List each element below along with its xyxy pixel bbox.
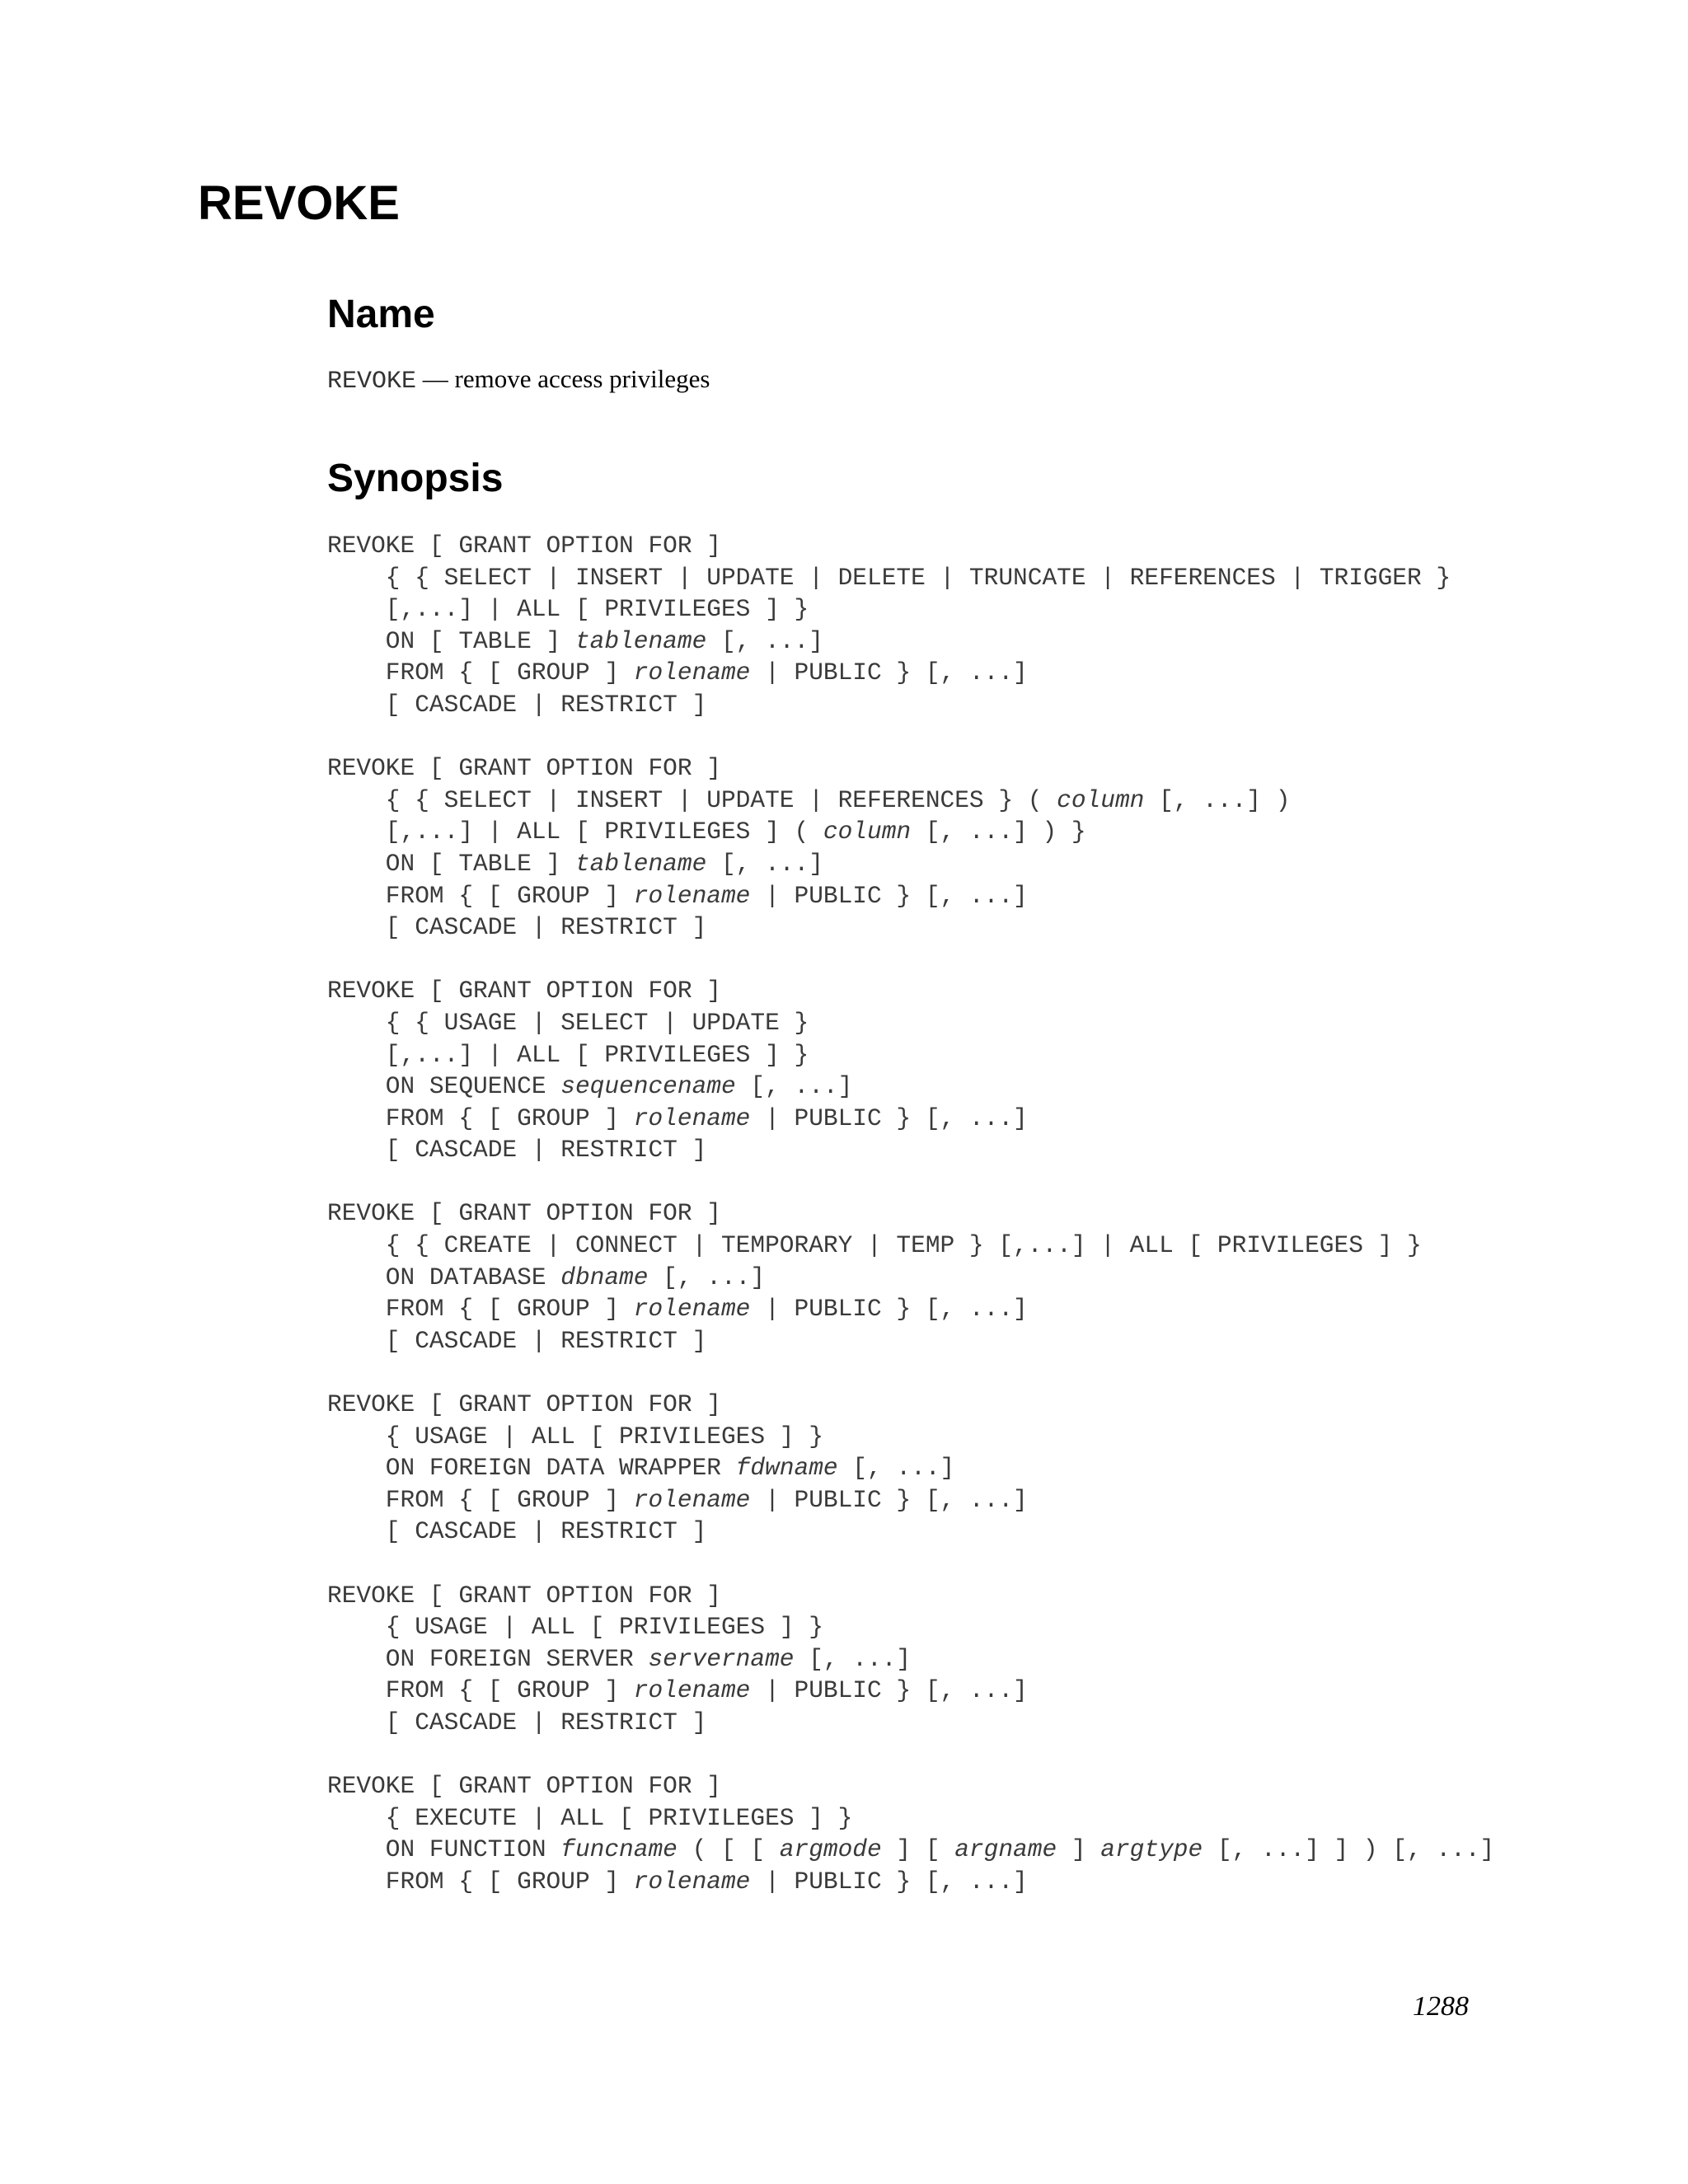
synopsis-text: [ CASCADE | RESTRICT ] bbox=[327, 1517, 707, 1546]
synopsis-text: [ CASCADE | RESTRICT ] bbox=[327, 913, 707, 942]
synopsis-line bbox=[327, 593, 1494, 626]
synopsis-text: [, ...] bbox=[794, 1644, 912, 1673]
synopsis-line bbox=[327, 1007, 1494, 1039]
synopsis-line bbox=[327, 1103, 1494, 1135]
name-line bbox=[327, 363, 710, 398]
page-number: 1288 bbox=[1413, 1991, 1469, 2022]
synopsis-text: [, ...] ) bbox=[1144, 785, 1291, 814]
synopsis-text: REVOKE [ GRANT OPTION FOR ] bbox=[327, 1581, 721, 1610]
synopsis-text: | PUBLIC } [, ...] bbox=[750, 1676, 1028, 1705]
name-heading: Name bbox=[327, 293, 435, 336]
synopsis-line bbox=[327, 1611, 1494, 1643]
synopsis-line bbox=[327, 1770, 1494, 1802]
synopsis-parameter: rolename bbox=[633, 1485, 751, 1514]
synopsis-parameter: rolename bbox=[633, 1867, 751, 1896]
synopsis-text: REVOKE [ GRANT OPTION FOR ] bbox=[327, 532, 721, 560]
synopsis-text: { { SELECT | INSERT | UPDATE | DELETE | TRUNCATE | REFERENCES | TRIGGER } bbox=[327, 563, 1451, 592]
synopsis-text: [, ...] bbox=[706, 626, 823, 655]
command-name: REVOKE bbox=[327, 368, 417, 396]
synopsis-text: FROM { [ GROUP ] bbox=[327, 658, 634, 687]
synopsis-text: [,...] | ALL [ PRIVILEGES ] } bbox=[327, 1040, 809, 1069]
synopsis-text: ON FOREIGN SERVER bbox=[327, 1644, 649, 1673]
synopsis-text: | PUBLIC } [, ...] bbox=[750, 1104, 1028, 1132]
synopsis-parameter: column bbox=[1057, 785, 1145, 814]
synopsis-text: [, ...] ] ) [, ...] bbox=[1203, 1835, 1495, 1864]
synopsis-line bbox=[327, 912, 1494, 944]
synopsis-text: FROM { [ GROUP ] bbox=[327, 1485, 634, 1514]
synopsis-line bbox=[327, 880, 1494, 912]
synopsis-text: FROM { [ GROUP ] bbox=[327, 1676, 634, 1705]
synopsis-line bbox=[327, 1580, 1494, 1612]
synopsis-text: FROM { [ GROUP ] bbox=[327, 881, 634, 910]
synopsis-text: ON SEQUENCE bbox=[327, 1072, 561, 1101]
synopsis-text: | PUBLIC } [, ...] bbox=[750, 1867, 1028, 1896]
synopsis-blank-line bbox=[327, 1357, 1494, 1389]
synopsis-line bbox=[327, 816, 1494, 848]
synopsis-text: [,...] | ALL [ PRIVILEGES ] } bbox=[327, 595, 809, 624]
synopsis-parameter: argmode bbox=[779, 1835, 882, 1864]
synopsis-text: REVOKE [ GRANT OPTION FOR ] bbox=[327, 1390, 721, 1419]
synopsis-text: ON FOREIGN DATA WRAPPER bbox=[327, 1454, 736, 1483]
synopsis-text: ON FUNCTION bbox=[327, 1835, 561, 1864]
synopsis-text: REVOKE [ GRANT OPTION FOR ] bbox=[327, 1772, 721, 1801]
synopsis-line bbox=[327, 1071, 1494, 1103]
synopsis-line bbox=[327, 1516, 1494, 1548]
synopsis-line bbox=[327, 689, 1494, 721]
synopsis-parameter: funcname bbox=[560, 1835, 678, 1864]
synopsis-blank-line bbox=[327, 1548, 1494, 1580]
synopsis-line bbox=[327, 1325, 1494, 1357]
synopsis-text: ON [ TABLE ] bbox=[327, 849, 575, 878]
synopsis-text: { { SELECT | INSERT | UPDATE | REFERENCES } ( bbox=[327, 785, 1057, 814]
synopsis-text: | PUBLIC } [, ...] bbox=[750, 1295, 1028, 1324]
synopsis-line bbox=[327, 626, 1494, 658]
synopsis-text: { { CREATE | CONNECT | TEMPORARY | TEMP } [,...] | ALL [ PRIVILEGES ] } bbox=[327, 1231, 1422, 1260]
synopsis-line bbox=[327, 1197, 1494, 1230]
synopsis-text: REVOKE [ GRANT OPTION FOR ] bbox=[327, 1199, 721, 1228]
synopsis-text: ON [ TABLE ] bbox=[327, 626, 575, 655]
synopsis-line bbox=[327, 1834, 1494, 1866]
synopsis-text: { EXECUTE | ALL [ PRIVILEGES ] } bbox=[327, 1803, 853, 1832]
synopsis-blank-line bbox=[327, 721, 1494, 753]
synopsis-text: [, ...] bbox=[735, 1072, 853, 1101]
synopsis-text: { { USAGE | SELECT | UPDATE } bbox=[327, 1008, 809, 1037]
synopsis-blank-line bbox=[327, 1739, 1494, 1771]
command-description: — remove access privileges bbox=[416, 364, 710, 393]
synopsis-block bbox=[327, 530, 1494, 1898]
synopsis-text: | PUBLIC } [, ...] bbox=[750, 1485, 1028, 1514]
synopsis-parameter: argtype bbox=[1100, 1835, 1203, 1864]
synopsis-text: [, ...] bbox=[648, 1263, 766, 1291]
synopsis-line bbox=[327, 1421, 1494, 1453]
synopsis-parameter: rolename bbox=[633, 1295, 751, 1324]
synopsis-text: { USAGE | ALL [ PRIVILEGES ] } bbox=[327, 1422, 823, 1451]
synopsis-text: FROM { [ GROUP ] bbox=[327, 1104, 634, 1132]
synopsis-line bbox=[327, 785, 1494, 817]
synopsis-text: [ CASCADE | RESTRICT ] bbox=[327, 1326, 707, 1355]
synopsis-text: [ CASCADE | RESTRICT ] bbox=[327, 1136, 707, 1165]
synopsis-text: [ CASCADE | RESTRICT ] bbox=[327, 690, 707, 719]
synopsis-parameter: tablename bbox=[574, 849, 707, 878]
synopsis-parameter: argname bbox=[954, 1835, 1057, 1864]
synopsis-line bbox=[327, 562, 1494, 594]
synopsis-line bbox=[327, 1262, 1494, 1294]
synopsis-text: { USAGE | ALL [ PRIVILEGES ] } bbox=[327, 1613, 823, 1642]
synopsis-line bbox=[327, 1389, 1494, 1421]
synopsis-parameter: sequencename bbox=[560, 1072, 736, 1101]
synopsis-parameter: fdwname bbox=[735, 1454, 838, 1483]
synopsis-text: [, ...] bbox=[837, 1454, 955, 1483]
synopsis-line bbox=[327, 1802, 1494, 1835]
synopsis-line bbox=[327, 848, 1494, 880]
synopsis-text: [, ...] ) } bbox=[911, 818, 1086, 846]
synopsis-line bbox=[327, 1643, 1494, 1675]
synopsis-line bbox=[327, 1675, 1494, 1707]
synopsis-parameter: rolename bbox=[633, 658, 751, 687]
synopsis-line bbox=[327, 1134, 1494, 1166]
synopsis-line bbox=[327, 1230, 1494, 1262]
synopsis-parameter: rolename bbox=[633, 1104, 751, 1132]
synopsis-text: ON DATABASE bbox=[327, 1263, 561, 1291]
synopsis-text: | PUBLIC } [, ...] bbox=[750, 881, 1028, 910]
synopsis-parameter: dbname bbox=[560, 1263, 649, 1291]
synopsis-parameter: servername bbox=[648, 1644, 795, 1673]
synopsis-line bbox=[327, 752, 1494, 785]
synopsis-blank-line bbox=[327, 1166, 1494, 1198]
synopsis-line bbox=[327, 1293, 1494, 1325]
synopsis-line bbox=[327, 1707, 1494, 1739]
synopsis-line bbox=[327, 1866, 1494, 1898]
synopsis-parameter: column bbox=[823, 818, 912, 846]
synopsis-blank-line bbox=[327, 944, 1494, 976]
synopsis-text: REVOKE [ GRANT OPTION FOR ] bbox=[327, 977, 721, 1005]
synopsis-text: FROM { [ GROUP ] bbox=[327, 1867, 634, 1896]
synopsis-text: [,...] | ALL [ PRIVILEGES ] ( bbox=[327, 818, 823, 846]
synopsis-line bbox=[327, 530, 1494, 562]
synopsis-parameter: rolename bbox=[633, 881, 751, 910]
synopsis-line bbox=[327, 1452, 1494, 1484]
page-title: REVOKE bbox=[198, 176, 400, 230]
synopsis-text: ] bbox=[1057, 1835, 1101, 1864]
synopsis-text: [, ...] bbox=[706, 849, 823, 878]
synopsis-heading: Synopsis bbox=[327, 457, 504, 500]
synopsis-line bbox=[327, 1484, 1494, 1516]
synopsis-text: FROM { [ GROUP ] bbox=[327, 1295, 634, 1324]
synopsis-line bbox=[327, 1039, 1494, 1071]
synopsis-line bbox=[327, 657, 1494, 689]
synopsis-text: ( [ [ bbox=[677, 1835, 780, 1864]
synopsis-text: REVOKE [ GRANT OPTION FOR ] bbox=[327, 754, 721, 783]
synopsis-text: ] [ bbox=[881, 1835, 955, 1864]
synopsis-line bbox=[327, 975, 1494, 1007]
synopsis-text: | PUBLIC } [, ...] bbox=[750, 658, 1028, 687]
synopsis-parameter: tablename bbox=[574, 626, 707, 655]
synopsis-text: [ CASCADE | RESTRICT ] bbox=[327, 1708, 707, 1736]
synopsis-parameter: rolename bbox=[633, 1676, 751, 1705]
